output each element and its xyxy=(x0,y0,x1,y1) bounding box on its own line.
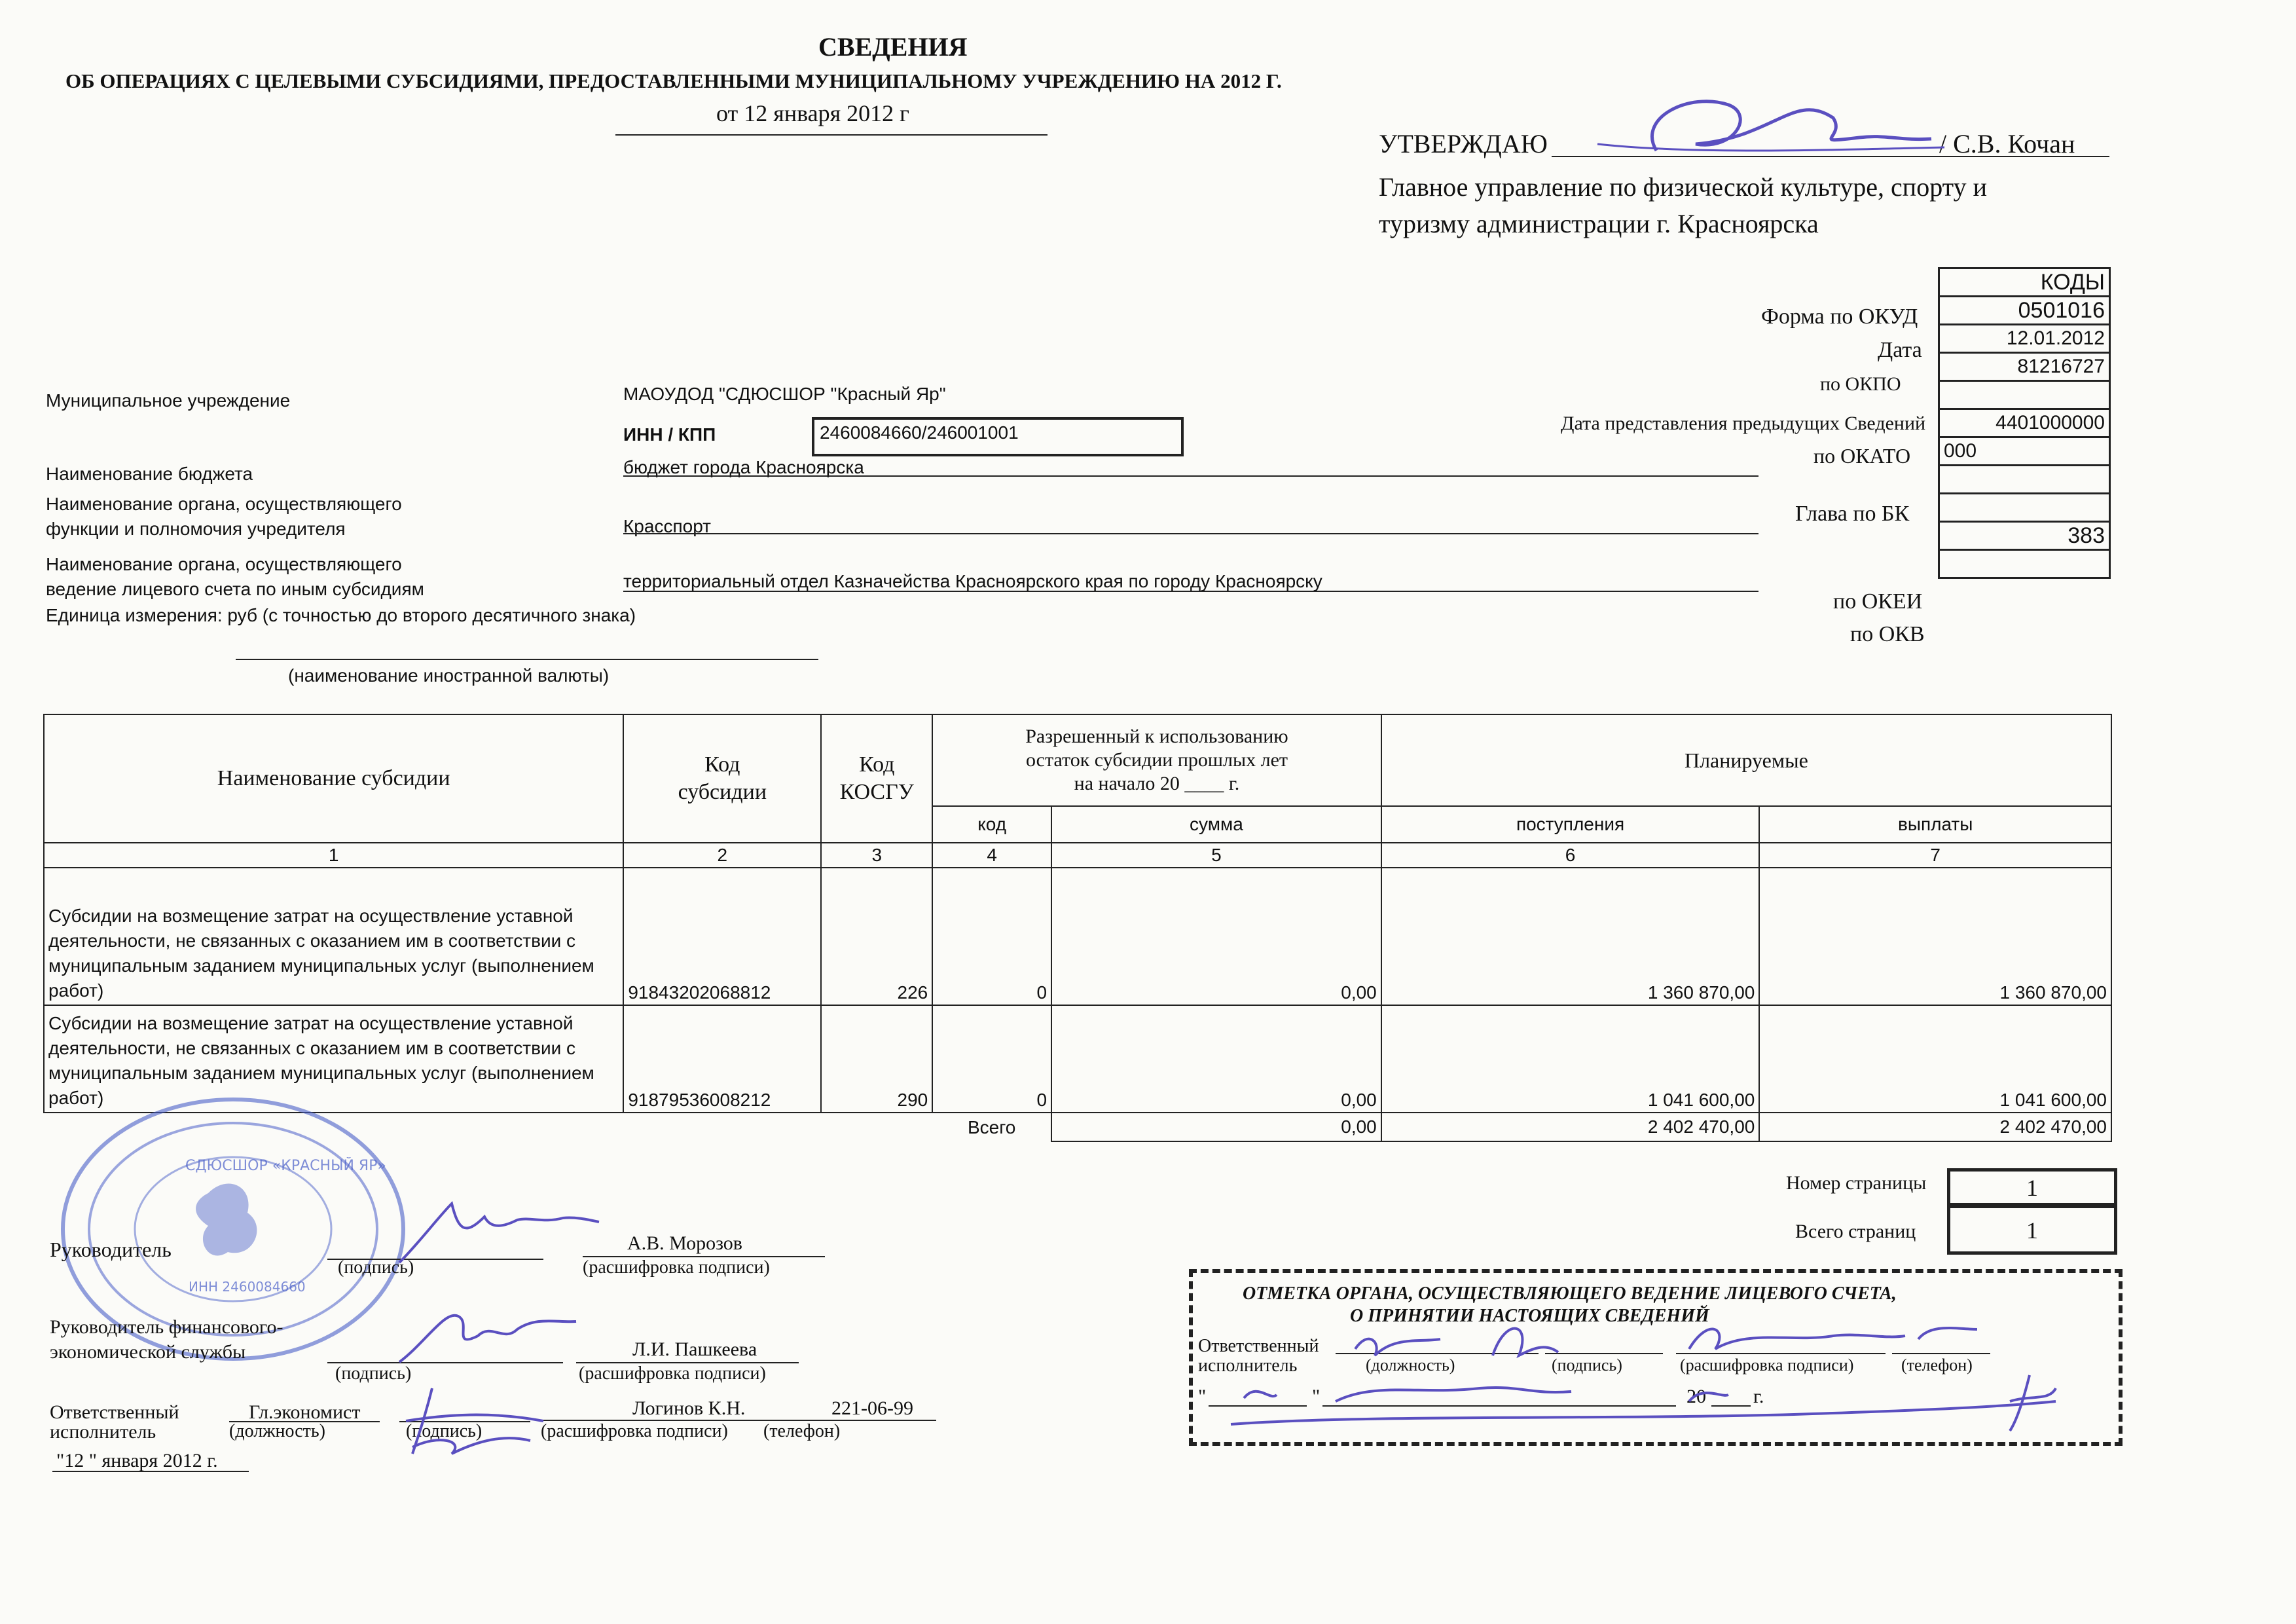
col-num-1: 1 xyxy=(44,843,623,868)
total-payments: 2 402 470,00 xyxy=(1759,1113,2111,1141)
code-okv xyxy=(1939,550,2110,578)
head-name: А.В. Морозов xyxy=(627,1232,742,1254)
unit-label: Единица измерения: руб (с точностью до второго десятичного знака) xyxy=(46,605,636,625)
founder-label-2: функции и полномочия учредителя xyxy=(46,519,346,539)
header-subsidy-code: Код субсидии xyxy=(623,714,821,843)
col-num-6: 6 xyxy=(1381,843,1760,868)
code-empty-1 xyxy=(1939,466,2110,494)
row-kod: 0 xyxy=(932,1005,1051,1113)
row-income: 1 360 870,00 xyxy=(1381,868,1760,1005)
row-income: 1 041 600,00 xyxy=(1381,1005,1760,1113)
total-pages-value: 1 xyxy=(1947,1205,2117,1255)
approve-label: УТВЕРЖДАЮ xyxy=(1379,129,1548,158)
row-payments: 1 360 870,00 xyxy=(1759,868,2111,1005)
document-date-underline xyxy=(615,134,1048,136)
currency-caption: (наименование иностранной валюты) xyxy=(288,665,610,686)
page-number-value: 1 xyxy=(1947,1168,2117,1206)
treasury-exec-label-1: Ответственный xyxy=(1198,1336,1319,1356)
signing-date-line xyxy=(52,1471,249,1472)
label-okato: по ОКАТО xyxy=(1813,444,1911,468)
head-name-caption: (расшифровка подписи) xyxy=(583,1257,770,1278)
account-label-1: Наименование органа, осуществляющего xyxy=(46,554,402,574)
treasury-date-open: " xyxy=(1198,1386,1207,1407)
currency-underline xyxy=(236,659,818,660)
row-kosgu: 226 xyxy=(821,868,932,1005)
codes-table xyxy=(1938,267,2111,579)
total-pages-label: Всего страниц xyxy=(1795,1221,1916,1242)
budget-value: бюджет города Красноярска xyxy=(623,457,864,477)
approve-signature xyxy=(1558,79,1951,170)
budget-underline xyxy=(623,475,1758,477)
code-okpo: 81216727 xyxy=(1939,353,2110,381)
header-income: поступления xyxy=(1381,806,1760,843)
header-sum: сумма xyxy=(1051,806,1381,843)
budget-label: Наименование бюджета xyxy=(46,464,253,484)
code-prev-date xyxy=(1939,381,2110,409)
code-glava-bk: 000 xyxy=(1939,437,2110,466)
row-subsidy-name: Субсидии на возмещение затрат на осуществление уставной деятельности, не связанных с оказанием им в соответствии с муниципальным заданием муниципальных услуг (выполнением работ) xyxy=(44,1005,623,1113)
exec-sign-caption: (подпись) xyxy=(406,1421,483,1441)
row-payments: 1 041 600,00 xyxy=(1759,1005,2111,1113)
fin-signature xyxy=(386,1297,583,1369)
total-label: Всего xyxy=(932,1113,1051,1141)
row-subsidy-code: 91843202068812 xyxy=(623,868,821,1005)
treasury-handwriting xyxy=(1205,1303,2108,1434)
row-kod: 0 xyxy=(932,868,1051,1005)
code-okei: 383 xyxy=(1939,522,2110,550)
row-sum: 0,00 xyxy=(1051,1005,1381,1113)
label-prev-date: Дата представления предыдущих Сведений xyxy=(1561,413,1926,434)
header-remainder: Разрешенный к использованию остаток субсидии прошлых лет на начало 20 ____ г. xyxy=(932,714,1381,806)
label-okud: Форма по ОКУД xyxy=(1761,304,1918,329)
label-okpo: по ОКПО xyxy=(1820,373,1901,395)
fin-sign-caption: (подпись) xyxy=(335,1363,412,1384)
head-label: Руководитель xyxy=(50,1238,172,1261)
treasury-date-close: " xyxy=(1312,1386,1321,1407)
col-num-4: 4 xyxy=(932,843,1051,868)
fin-name-caption: (расшифровка подписи) xyxy=(579,1363,766,1384)
label-glava-bk: Глава по БК xyxy=(1795,502,1910,526)
fin-label-1: Руководитель финансового- xyxy=(50,1316,283,1338)
subsidies-table xyxy=(43,714,2112,1142)
founder-underline xyxy=(623,533,1758,534)
exec-name: Логинов К.Н. xyxy=(632,1397,746,1419)
stamp-center-text: ИНН 2460084660 xyxy=(189,1279,306,1295)
account-value: территориальный отдел Казначейства Красноярского края по городу Красноярску xyxy=(623,571,1322,591)
signing-date: "12 " января 2012 г. xyxy=(56,1450,218,1471)
approve-name-underline xyxy=(1938,156,2109,157)
approve-org-line1: Главное управление по физической культуре, спорту и xyxy=(1379,172,1988,202)
exec-label-2: исполнитель xyxy=(50,1421,156,1443)
head-sign-caption: (подпись) xyxy=(338,1257,414,1278)
header-payments: выплаты xyxy=(1759,806,2111,843)
exec-position: Гл.экономист xyxy=(249,1401,361,1423)
total-income: 2 402 470,00 xyxy=(1381,1113,1760,1141)
exec-phone: 221-06-99 xyxy=(831,1397,913,1419)
code-okato: 4401000000 xyxy=(1939,409,2110,437)
treasury-sign-caption: (подпись) xyxy=(1552,1356,1622,1375)
account-label-2: ведение лицевого счета по иным субсидиям xyxy=(46,579,424,599)
fin-name: Л.И. Пашкеева xyxy=(632,1338,757,1360)
row-kosgu: 290 xyxy=(821,1005,932,1113)
col-num-5: 5 xyxy=(1051,843,1381,868)
row-subsidy-name: Субсидии на возмещение затрат на осуществление уставной деятельности, не связанных с оказанием им в соответствии с муниципальным заданием муниципальных услуг (выполнением работ) xyxy=(44,868,623,1005)
approve-name: / С.В. Кочан xyxy=(1939,129,2075,158)
page-number-label: Номер страницы xyxy=(1786,1172,1927,1194)
approve-org-line2: туризму администрации г. Красноярска xyxy=(1379,209,1819,238)
stamp-ring-text: СДЮСШОР «КРАСНЫЙ ЯР» xyxy=(185,1158,386,1174)
treasury-year-suffix: г. xyxy=(1753,1386,1764,1407)
fin-label-2: экономической службы xyxy=(50,1341,246,1363)
label-date: Дата xyxy=(1878,338,1922,362)
treasury-title-1: ОТМЕТКА ОРГАНА, ОСУЩЕСТВЛЯЮЩЕГО ВЕДЕНИЕ ЛИЦЕВОГО СЧЕТА, xyxy=(1243,1283,1897,1304)
founder-label-1: Наименование органа, осуществляющего xyxy=(46,494,402,514)
code-empty-2 xyxy=(1939,494,2110,522)
row-sum: 0,00 xyxy=(1051,868,1381,1005)
institution-value: МАОУДОД "СДЮСШОР "Красный Яр" xyxy=(623,384,946,404)
label-okv: по ОКВ xyxy=(1850,622,1925,646)
exec-name-caption: (расшифровка подписи) xyxy=(541,1421,728,1441)
treasury-year-prefix: 20 xyxy=(1686,1386,1706,1407)
code-okud: 0501016 xyxy=(1939,297,2110,325)
exec-signature xyxy=(386,1375,556,1460)
treasury-exec-label-2: исполнитель xyxy=(1198,1356,1298,1376)
head-signature xyxy=(393,1190,602,1269)
inn-value: 2460084660/246001001 xyxy=(820,422,1019,443)
code-date: 12.01.2012 xyxy=(1939,325,2110,353)
codes-header: КОДЫ xyxy=(1939,268,2110,297)
total-sum: 0,00 xyxy=(1051,1113,1381,1141)
treasury-title-2: О ПРИНЯТИИ НАСТОЯЩИХ СВЕДЕНИЙ xyxy=(1350,1306,1709,1326)
table-row xyxy=(44,868,2111,1005)
row-subsidy-code: 91879536008212 xyxy=(623,1005,821,1113)
founder-value: Красспорт xyxy=(623,516,711,536)
col-num-3: 3 xyxy=(821,843,932,868)
header-kosgu: Код КОСГУ xyxy=(821,714,932,843)
header-subsidy-name: Наименование субсидии xyxy=(44,714,623,843)
document-date: от 12 января 2012 г xyxy=(716,100,909,126)
exec-phone-caption: (телефон) xyxy=(763,1421,841,1441)
page-subtitle: ОБ ОПЕРАЦИЯХ С ЦЕЛЕВЫМИ СУБСИДИЯМИ, ПРЕДОСТАВЛЕННЫМИ МУНИЦИПАЛЬНОМУ УЧРЕЖДЕНИЮ НА 2012 Г. xyxy=(65,69,1282,92)
header-kod: код xyxy=(932,806,1051,843)
col-num-7: 7 xyxy=(1759,843,2111,868)
page-title: СВЕДЕНИЯ xyxy=(818,32,968,62)
institution-label: Муниципальное учреждение xyxy=(46,390,291,411)
col-num-2: 2 xyxy=(623,843,821,868)
exec-position-caption: (должность) xyxy=(229,1421,325,1441)
exec-label-1: Ответственный xyxy=(50,1401,179,1423)
label-okei: по ОКЕИ xyxy=(1833,589,1923,614)
treasury-position-caption: (должность) xyxy=(1366,1356,1455,1375)
treasury-phone-caption: (телефон) xyxy=(1901,1356,1973,1375)
account-underline xyxy=(623,591,1758,592)
header-planned: Планируемые xyxy=(1381,714,2111,806)
treasury-name-caption: (расшифровка подписи) xyxy=(1680,1356,1854,1375)
inn-label: ИНН / КПП xyxy=(623,424,716,445)
